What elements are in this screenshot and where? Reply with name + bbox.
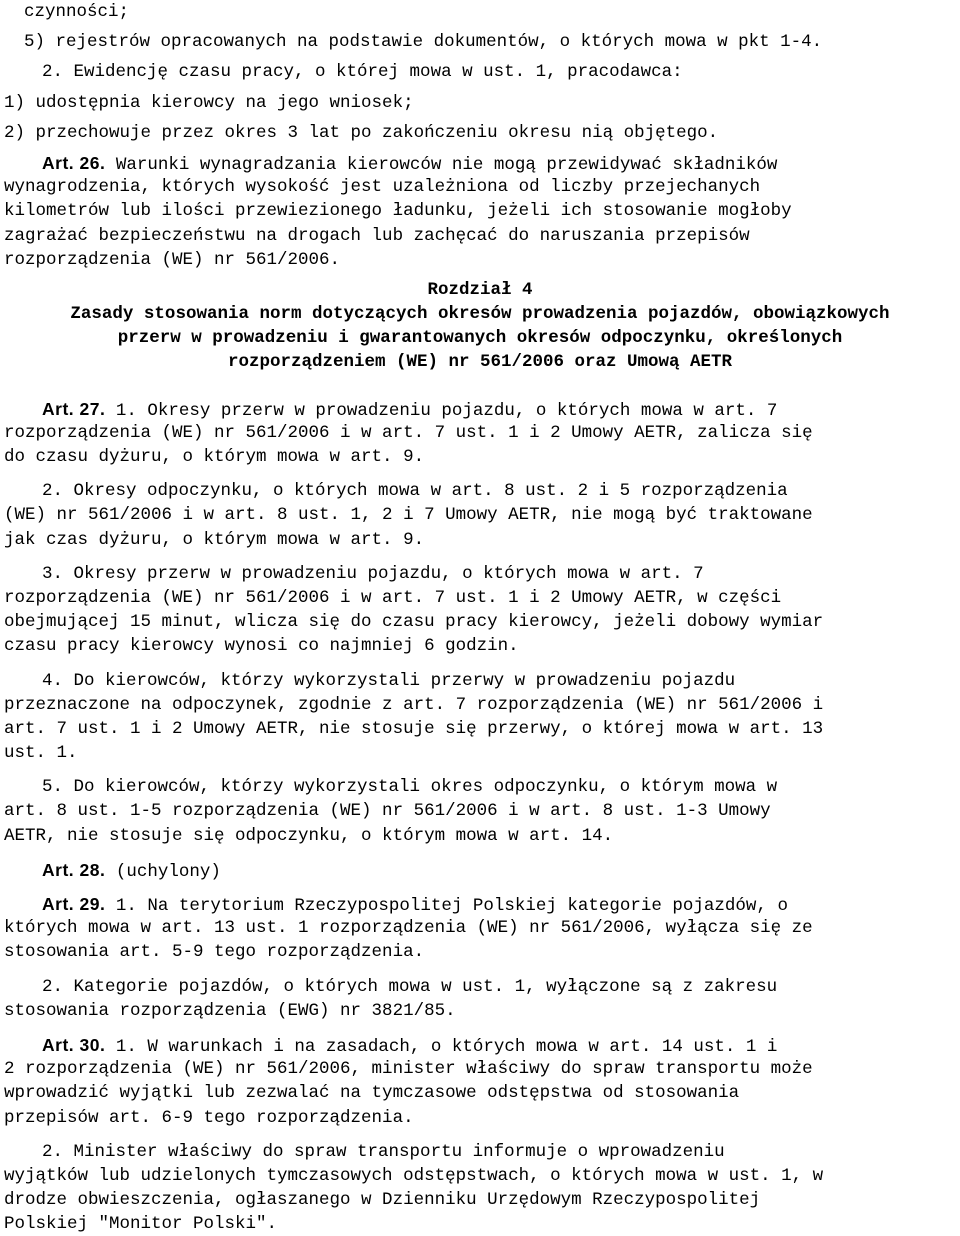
text-line: 1. Na terytorium Rzeczypospolitej Polskiej kategorie pojazdów, o [105,896,788,916]
text-line: jak czas dyżuru, o którym mowa w art. 9. [4,529,425,550]
text-line: Warunki wynagradzania kierowców nie mogą przewidywać składników [105,154,778,175]
text-line: stosowania rozporządzenia (EWG) nr 3821/85. [4,1000,456,1021]
text-line: wynagrodzenia, których wysokość jest uzależniona od liczby przejechanych [4,177,761,198]
text-line: art. 8 ust. 1-5 rozporządzenia (WE) nr 561/2006 i w art. 8 ust. 1-3 Umowy [4,801,771,822]
text-line: drodze obwieszczenia, ogłaszanego w Dzienniku Urzędowym Rzeczypospolitej [4,1190,761,1211]
text-line: przepisów art. 6-9 tego rozporządzenia. [4,1107,414,1128]
article-30 [4,1033,956,1057]
text-line: (uchylony) [105,861,221,882]
text-line: 2. Okresy odpoczynku, o których mowa w art. 8 ust. 2 i 5 rozporządzenia [42,481,788,502]
text-line: czynności; [24,2,130,22]
chapter-title: rozporządzeniem (WE) nr 561/2006 oraz Umową AETR [227,352,733,373]
text-line: (WE) nr 561/2006 i w art. 8 ust. 1, 2 i 7 Umowy AETR, nie mogą być traktowane [4,505,813,526]
text-line: 1. Okresy przerw w prowadzeniu pojazdu, o których mowa w art. 7 [105,400,778,421]
text-line: 4. Do kierowców, którzy wykorzystali przerwy w prowadzeniu pojazdu [42,670,736,691]
text-line: 5. Do kierowców, którzy wykorzystali okres odpoczynku, o którym mowa w [42,777,778,798]
text-line: Polskiej "Monitor Polski". [4,1214,278,1235]
text-line: 1. W warunkach i na zasadach, o których mowa w art. 14 ust. 1 i [105,1036,778,1057]
text-line: 2. Ewidencję czasu pracy, o której mowa w ust. 1, pracodawca: [42,62,683,83]
article-27 [4,397,956,421]
chapter-number: Rozdział 4 [427,279,533,300]
text-line: czasu pracy kierowcy wynosi co najmniej 6 godzin. [4,636,519,657]
text-line: wprowadzić wyjątki lub zezwalać na tymczasowe odstępstwa od stosowania [4,1083,740,1104]
text-line: zagrażać bezpieczeństwu na drogach lub zachęcać do naruszania przepisów [4,225,750,246]
text-line: 5) rejestrów opracowanych na podstawie dokumentów, o których mowa w pkt 1-4. [24,32,823,53]
article-29 [4,892,956,916]
text-line: 2) przechowuje przez okres 3 lat po zakończeniu okresu nią objętego. [4,122,719,143]
chapter-title: Zasady stosowania norm dotyczących okresów prowadzenia pojazdów, obowiązkowych [70,304,890,325]
text-line: ust. 1. [4,743,78,764]
text-line: 2. Minister właściwy do spraw transportu informuje o wprowadzeniu [42,1141,725,1162]
article-label: Art. 30. [42,1034,106,1055]
text-line: 2. Kategorie pojazdów, o których mowa w ust. 1, wyłączone są z zakresu [42,976,778,997]
text-line: rozporządzenia (WE) nr 561/2006 i w art. 7 ust. 1 i 2 Umowy AETR, w części [4,587,782,608]
text-line: 3. Okresy przerw w prowadzeniu pojazdu, o których mowa w art. 7 [42,563,704,584]
text-line: kilometrów lub ilości przewiezionego ładunku, jeżeli ich stosowanie mogłoby [4,201,792,222]
article-26 [4,151,956,175]
text-line: stosowania art. 5-9 tego rozporządzenia. [4,942,425,963]
text-line: AETR, nie stosuje się odpoczynku, o którym mowa w art. 14. [4,825,614,846]
document-page [4,0,956,1236]
text-line: obejmującej 15 minut, wlicza się do czasu pracy kierowcy, jeżeli dobowy wymiar [4,612,824,633]
text-line: przeznaczone na odpoczynek, zgodnie z art. 7 rozporządzenia (WE) nr 561/2006 i [4,694,824,715]
chapter-title: przerw w prowadzeniu i gwarantowanych okresów odpoczynku, określonych [117,328,843,349]
article-label: Art. 27. [42,398,106,419]
text-line: art. 7 ust. 1 i 2 Umowy AETR, nie stosuje się przerwy, o której mowa w art. 13 [4,718,824,739]
text-line: wyjątków lub udzielonych tymczasowych odstępstwach, o których mowa w ust. 1, w [4,1165,824,1186]
article-28 [4,858,956,882]
article-label: Art. 26. [42,152,106,173]
text-line: do czasu dyżuru, o którym mowa w art. 9. [4,447,425,467]
text-line: których mowa w art. 13 ust. 1 rozporządzenia (WE) nr 561/2006, wyłącza się ze [4,918,813,939]
article-label: Art. 28. [42,859,106,880]
text-line: 2 rozporządzenia (WE) nr 561/2006, minister właściwy do spraw transportu może [4,1059,813,1080]
article-label: Art. 29. [42,894,106,914]
text-line: rozporządzenia (WE) nr 561/2006. [4,249,341,270]
text-line: rozporządzenia (WE) nr 561/2006 i w art. 7 ust. 1 i 2 Umowy AETR, zalicza się [4,422,813,443]
text-line: 1) udostępnia kierowcy na jego wniosek; [4,92,414,113]
